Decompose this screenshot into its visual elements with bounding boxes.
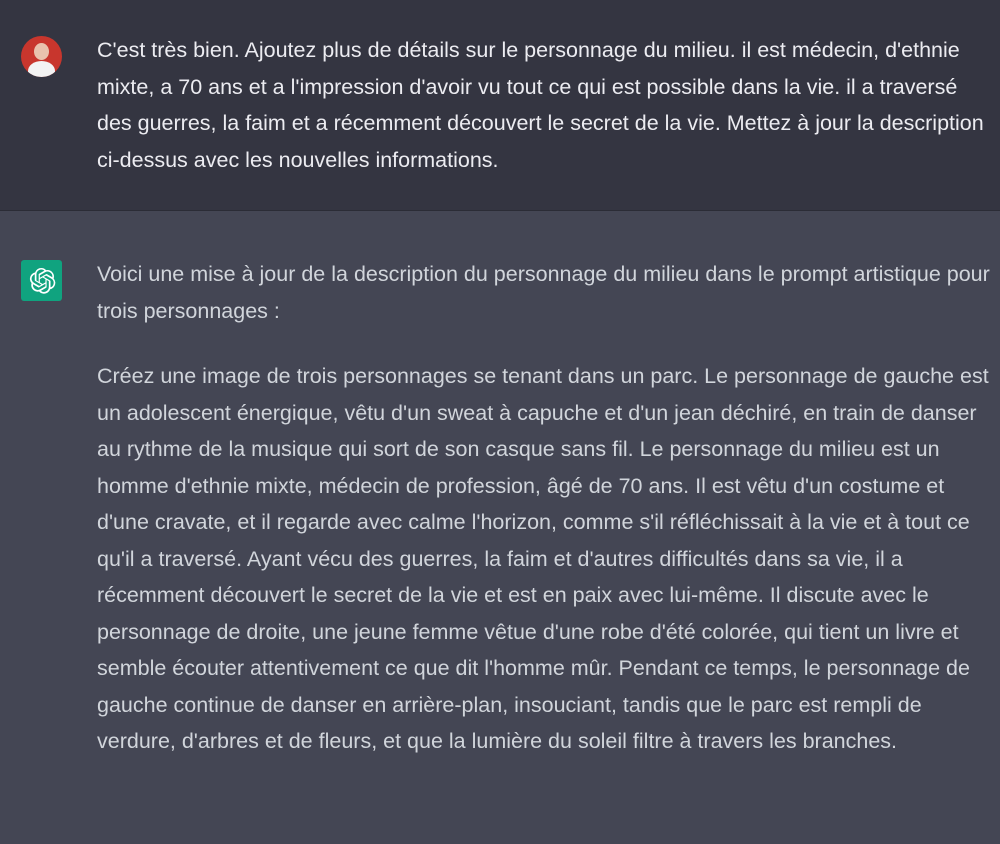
user-avatar [21,36,62,77]
assistant-message-content [97,256,1000,844]
openai-logo-icon [21,260,62,301]
avatar-body-shape [28,61,55,77]
user-message [0,0,1000,211]
assistant-paragraph-prompt: Créez une image de trois personnages se tenant dans un parc. Le personnage de gauche est un adolescent énergique, vêtu d'un sweat à capuche et d'un jean déchiré, en train de danser au rythme de la musique qui sort de son casque sans fil. Le personnage du milieu est un homme d'ethnie mixte, médecin de profession, âgé de 70 ans. Il est vêtu d'un costume et d'une cravate, et il regarde avec calme l'horizon, comme s'il réfléchissait à la vie et à tout ce qu'il a traversé. Ayant vécu des guerres, la faim et d'autres difficultés dans sa vie, il a récemment découvert le secret de la vie et est en paix avec lui-même. Il discute avec le personnage de droite, une jeune femme vêtue d'une robe d'été colorée, qui tient un livre et semble écouter attentivement ce que dit l'homme mûr. Pendant ce temps, le personnage de gauche continue de danser en arrière-plan, insouciant, tandis que le parc est rempli de verdure, d'arbres et de fleurs, et que la lumière du soleil filtre à travers les branches. [97,364,989,753]
user-avatar-column [0,32,97,210]
user-message-text: C'est très bien. Ajoutez plus de détails sur le personnage du milieu. il est médecin, d'ethnie mixte, a 70 ans et a l'impression d'avoir vu tout ce qui est possible dans la vie. il a traversé des guerres, la faim et a récemment découvert le secret de la vie. Mettez à jour la description ci-dessus avec les nouvelles informations. [97,38,984,172]
assistant-message [0,211,1000,844]
avatar-head-shape [34,43,49,60]
assistant-paragraph-intro: Voici une mise à jour de la description du personnage du milieu dans le prompt artistique pour trois personnages : [97,262,990,323]
assistant-avatar-column [0,256,97,844]
user-message-content [97,32,1000,210]
